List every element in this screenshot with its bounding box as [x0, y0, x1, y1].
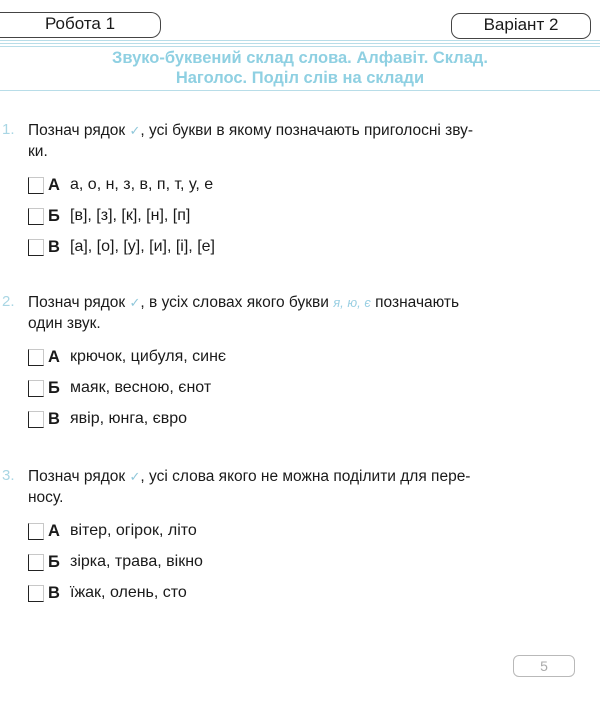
answer-checkbox[interactable] — [28, 411, 44, 428]
option-c[interactable] — [28, 236, 215, 258]
option-text: зірка, трава, вікно — [70, 553, 203, 570]
question-text — [28, 120, 548, 162]
question-text-part: ки. — [28, 143, 48, 160]
option-text: маяк, весною, єнот — [70, 379, 212, 396]
page-number: 5 — [513, 655, 575, 677]
answer-checkbox[interactable] — [28, 523, 44, 540]
question-number: 2. — [2, 293, 15, 310]
question-text-part: , в усіх словах якого букви — [140, 294, 329, 311]
option-a[interactable] — [28, 346, 226, 368]
option-letter: Б — [48, 552, 60, 571]
question-text-part: , усі букви в якому позначають приголосні зву- — [140, 122, 474, 139]
answer-checkbox[interactable] — [28, 239, 44, 256]
option-text: [в], [з], [к], [н], [п] — [70, 207, 191, 224]
checkmark-icon: ✓ — [129, 123, 141, 138]
option-letter: В — [48, 583, 60, 602]
option-text: [а], [о], [у], [и], [і], [е] — [70, 238, 215, 255]
question-text-part: носу. — [28, 489, 64, 506]
option-letter: Б — [48, 206, 60, 225]
option-b[interactable] — [28, 205, 190, 227]
answer-checkbox[interactable] — [28, 554, 44, 571]
question-text-part: , усі слова якого не можна поділити для пере- — [140, 468, 471, 485]
answer-checkbox[interactable] — [28, 380, 44, 397]
option-text: крючок, цибуля, синє — [70, 348, 227, 365]
checkmark-icon: ✓ — [129, 295, 141, 310]
option-b[interactable] — [28, 551, 203, 573]
question-text-part: Познач рядок — [28, 468, 126, 485]
question-number: 3. — [2, 467, 15, 484]
option-text: явір, юнга, євро — [70, 410, 188, 427]
option-a[interactable] — [28, 174, 213, 196]
option-text: вітер, огірок, літо — [70, 522, 197, 539]
option-letter: Б — [48, 378, 60, 397]
option-text: а, о, н, з, в, п, т, у, е — [70, 176, 214, 193]
header-rule-bottom — [0, 90, 600, 91]
question-text-part: Познач рядок — [28, 294, 126, 311]
option-letter: А — [48, 175, 60, 194]
option-letter: А — [48, 347, 60, 366]
question-text — [28, 292, 548, 334]
option-b[interactable] — [28, 377, 211, 399]
topic-title-line2: Наголос. Поділ слів на склади — [175, 69, 425, 87]
topic-title-line1: Звуко-буквений склад слова. Алфавіт. Склад. — [112, 49, 488, 67]
answer-checkbox[interactable] — [28, 208, 44, 225]
answer-checkbox[interactable] — [28, 349, 44, 366]
question-text-part: Познач рядок — [28, 122, 126, 139]
option-letter: А — [48, 521, 60, 540]
highlighted-letters: я, ю, є — [333, 295, 371, 310]
variant-tab: Варіант 2 — [451, 13, 591, 39]
header-rule — [0, 46, 600, 47]
answer-checkbox[interactable] — [28, 585, 44, 602]
answer-checkbox[interactable] — [28, 177, 44, 194]
option-c[interactable] — [28, 582, 187, 604]
question-number: 1. — [2, 121, 15, 138]
option-letter: В — [48, 237, 60, 256]
checkmark-icon: ✓ — [129, 469, 141, 484]
header-rule — [0, 43, 600, 44]
option-letter: В — [48, 409, 60, 428]
option-c[interactable] — [28, 408, 187, 430]
work-tab: Робота 1 — [0, 12, 161, 38]
option-a[interactable] — [28, 520, 197, 542]
question-text-part: один звук. — [28, 315, 101, 332]
header-rule — [0, 40, 600, 41]
option-text: їжак, олень, сто — [70, 584, 187, 601]
question-text — [28, 466, 548, 508]
question-text-part: позначають — [375, 294, 460, 311]
